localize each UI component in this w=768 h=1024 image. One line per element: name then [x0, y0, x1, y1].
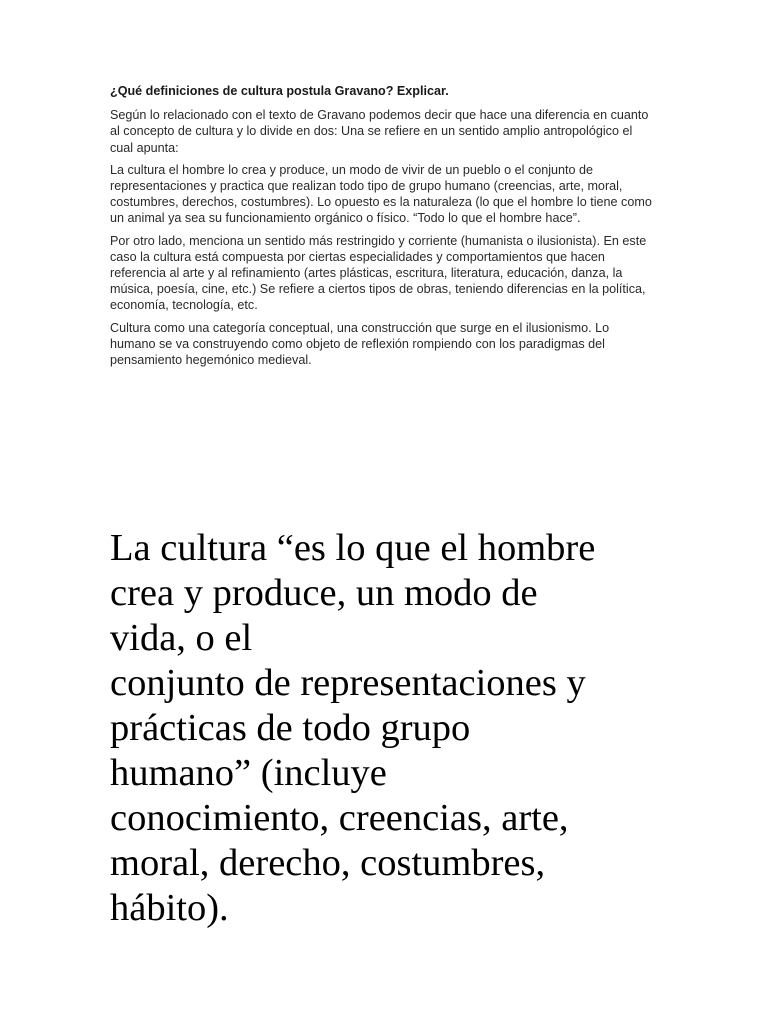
cultura-quote [110, 526, 670, 931]
scanned-excerpt [110, 83, 658, 374]
quote-line: vida, o el [110, 617, 253, 659]
excerpt-paragraph: Según lo relacionado con el texto de Gravano podemos decir que hace una diferencia en cuanto al concepto de cultura y lo divide en dos: Una se refiere en un sentido amplio antropológico el cual apunta: [110, 108, 649, 155]
quote-line: crea y produce, un modo de [110, 572, 538, 614]
question-heading: ¿Qué definiciones de cultura postula Gravano? Explicar. [110, 84, 449, 98]
quote-line: prácticas de todo grupo [110, 707, 471, 749]
quote-line: La cultura “es lo que el hombre [110, 527, 596, 569]
excerpt-paragraph: Por otro lado, menciona un sentido más restringido y corriente (humanista o ilusionista). En este caso la cultura está compuesta por ciertas especialidades y comportamientos que hacen referencia al arte y al refinamiento (artes plásticas, escritura, literatura, educación, danza, la música, poesía, cine, etc.) Se refiere a ciertos tipos de obras, teniendo diferencias en la política, economía, tecnología, etc. [110, 233, 647, 313]
quote-line: moral, derecho, costumbres, [110, 842, 546, 884]
excerpt-paragraph: Cultura como una categoría conceptual, una construcción que surge en el ilusionismo. Lo humano se va construyendo como objeto de reflexión rompiendo con los paradigmas del pensamiento hegemónico medieval. [110, 320, 610, 368]
quote-line: conocimiento, creencias, arte, [110, 797, 569, 839]
excerpt-paragraph: La cultura el hombre lo crea y produce, un modo de vivir de un pueblo o el conjunto de representaciones y practica que realizan todo tipo de grupo humano (creencias, arte, moral, costumbres, derechos, costumbres). Lo opuesto es la naturaleza (lo que el hombre lo tiene como un animal ya sea su funcionamiento orgánico o físico. “Todo lo que el hombre hace”. [110, 162, 652, 226]
quote-line: humano” (incluye [110, 752, 387, 794]
quote-line: hábito). [110, 887, 229, 929]
quote-line: conjunto de representaciones y [110, 662, 586, 704]
